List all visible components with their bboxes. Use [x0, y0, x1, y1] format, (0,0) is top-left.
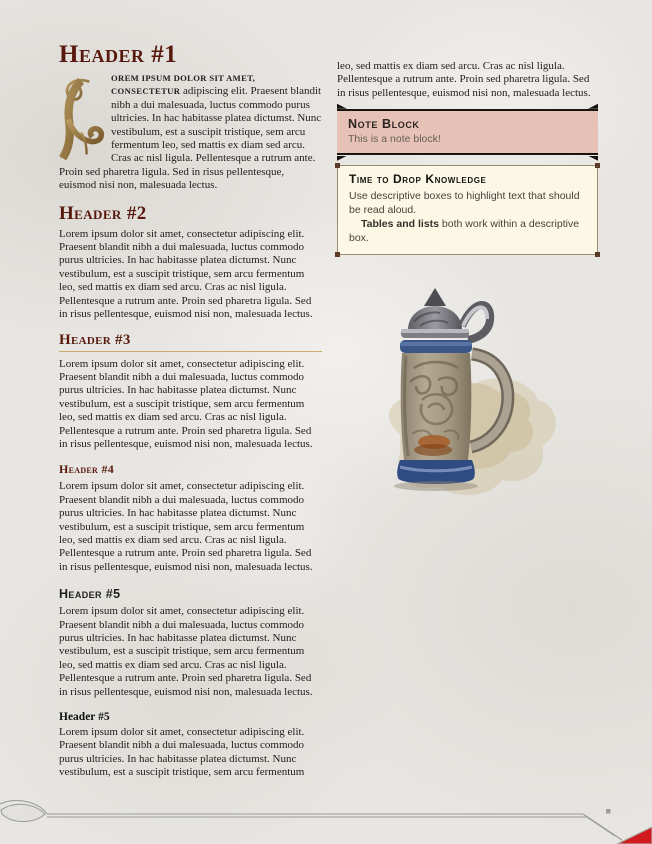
stein-lid-finial: [424, 288, 446, 306]
heading-1: Header #1: [59, 41, 178, 68]
stein-top-band-highlight: [400, 342, 472, 346]
note-block: [337, 109, 598, 155]
overflow-paragraph: leo, sed mattis ex diam sed arcu. Cras ac nisl ligula. Pellentesque a rutrum ante. Proin sed pharetra ligula. Sed in risus pellentesque, euismod nisi non, malesuada lectus.: [337, 60, 591, 99]
left-column: [59, 42, 322, 780]
descriptive-box-title: Time to Drop Knowledge: [349, 172, 487, 187]
note-corner-wedge: [337, 104, 347, 109]
descriptive-box-text2: [349, 217, 586, 245]
heading-3: Header #3: [59, 332, 322, 352]
heading-6: Header #5: [59, 711, 110, 724]
descriptive-box: [337, 165, 598, 255]
stein-lid-dome: [408, 306, 462, 330]
descriptive-box-corner-dot: [335, 163, 340, 168]
note-block-body: This is a note block!: [348, 133, 441, 146]
descriptive-box-text: Use descriptive boxes to highlight text that should be read aloud.: [349, 190, 580, 217]
footer-line-top: [0, 801, 583, 814]
stein-shadow: [394, 481, 478, 491]
descriptive-box-text2-rest: both work within a descriptive box.: [349, 218, 580, 245]
drop-cap-flourish-L: [59, 75, 105, 163]
descriptive-box-corner-dot: [335, 252, 340, 257]
heading-4: Header #4: [59, 462, 115, 477]
note-corner-wedge: [337, 156, 347, 161]
heading-5: Header #5: [59, 587, 121, 602]
paragraph: Lorem ipsum dolor sit amet, consectetur adipiscing elit. Praesent blandit nibh a dui malesuada, luctus commodo purus ultricies. In hac habitasse platea dictumst. Nunc vestibulum, est a suscipit tristique, sem arcu fermentum leo, sed mattis ex diam sed arcu. Cras ac nisl ligula. Pellentesque a rutrum ante. Proin sed pharetra ligula. Sed in risus pellentesque, euismod nisi non, malesuada lectus.: [59, 605, 313, 698]
footer-diagonal-2: [587, 817, 615, 836]
paragraph: Lorem ipsum dolor sit amet, consectetur adipiscing elit. Praesent blandit nibh a dui malesuada, luctus commodo purus ultricies. In hac habitasse platea dictumst. Nunc vestibulum, est a suscipit tristique, sem arcu fermentum leo, sed mattis ex diam sed arcu. Cras ac nisl ligula. Pellentesque a rutrum ante. Proin sed pharetra ligula. Sed in risus pellentesque, euismod nisi non, malesuada lectus.: [59, 357, 313, 450]
stein-lid-brim-highlight: [401, 329, 469, 333]
descriptive-box-corner-dot: [595, 163, 600, 168]
beer-stein-illustration: [370, 284, 564, 510]
descriptive-box-corner-dot: [595, 252, 600, 257]
paragraph: Lorem ipsum dolor sit amet, consectetur adipiscing elit. Praesent blandit nibh a dui malesuada, luctus commodo purus ultricies. In hac habitasse platea dictumst. Nunc vestibulum, est a suscipit tristique, sem arcu fermentum leo, sed mattis ex diam sed arcu. Cras ac nisl ligula. Pellentesque a rutrum ante. Proin sed pharetra ligula. Sed in risus pellentesque, euismod nisi non, malesuada lectus.: [59, 227, 313, 321]
footer-leaf: [1, 804, 45, 821]
right-column: [337, 60, 598, 255]
descriptive-box-bold: Tables and lists: [361, 218, 439, 231]
note-corner-wedge: [588, 104, 598, 109]
stein-top-band: [400, 340, 472, 353]
note-block-title: Note Block: [348, 117, 420, 132]
stein-relief-orange-shadow: [414, 444, 452, 456]
paragraph-truncated: Lorem ipsum dolor sit amet, consectetur adipiscing elit. Praesent blandit nibh a dui malesuada, luctus commodo purus ultricies. In hac habitasse platea dictumst. Nunc vestibulum, est a suscipit tristique, sem arcu fermentum: [59, 726, 305, 779]
page-corner-red-triangle: [617, 827, 652, 844]
footer-flourish: [0, 784, 652, 844]
lead-small-caps: OREM IPSUM DOLOR SIT AMET, CONSECTETUR: [111, 73, 256, 97]
drop-cap-initial: [59, 75, 105, 163]
dropcap-paragraph: [59, 72, 322, 193]
heading-2: Header #2: [59, 202, 147, 224]
paragraph-text: adipiscing elit. Praesent blandit nibh a dui malesuada, luctus commodo purus ultricies. In hac habitasse platea dictumst. Nunc vestibulum, est a suscipit tristique, sem arcu fermentum leo, sed mattis ex diam sed arcu. Cras ac nisl ligula. Pellentesque a rutrum ante. Proin sed pharetra ligula. Sed in risus pellentesque, euismod nisi non, malesuada lectus.: [59, 85, 322, 192]
paragraph: Lorem ipsum dolor sit amet, consectetur adipiscing elit. Praesent blandit nibh a dui malesuada, luctus commodo purus ultricies. In hac habitasse platea dictumst. Nunc vestibulum, est a suscipit tristique, sem arcu fermentum leo, sed mattis ex diam sed arcu. Cras ac nisl ligula. Pellentesque a rutrum ante. Proin sed pharetra ligula. Sed in risus pellentesque, euismod nisi non, malesuada lectus.: [59, 480, 313, 573]
note-corner-wedge: [588, 156, 598, 161]
footer-square-dot: [606, 809, 611, 814]
